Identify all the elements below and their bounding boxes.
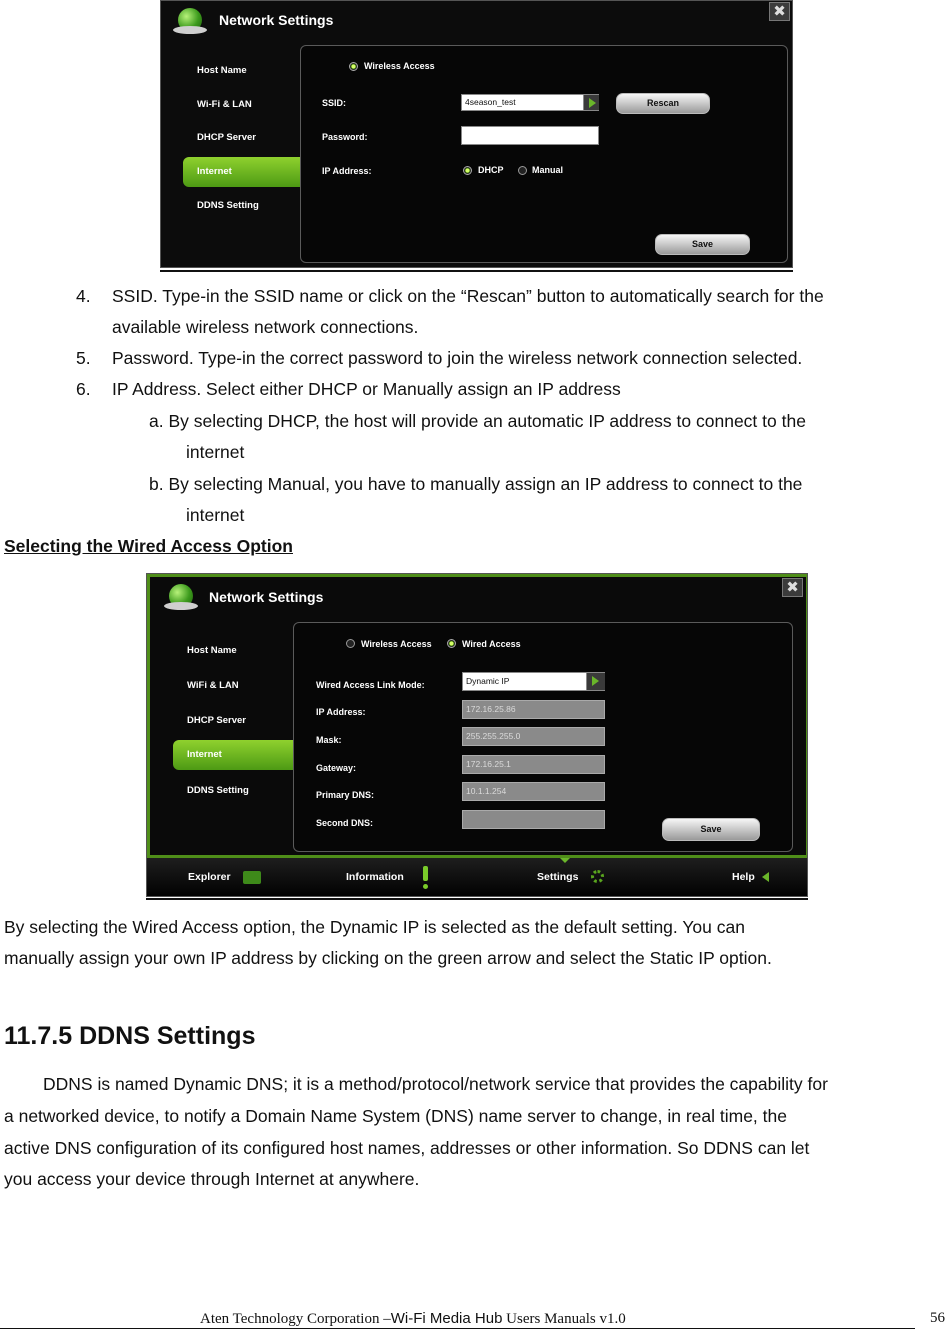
ddns-paragraph-line4: you access your device through Internet at anywhere. (4, 1169, 420, 1189)
primary-dns-label: Primary DNS: (316, 790, 375, 800)
ssid-select[interactable]: 4season_test (461, 94, 599, 111)
ip-address-label: IP Address: (316, 707, 366, 717)
password-input[interactable] (461, 126, 599, 145)
link-mode-select[interactable]: Dynamic IP (462, 672, 605, 691)
screenshot-underline (160, 270, 793, 272)
ssid-dropdown-arrow-icon[interactable] (583, 95, 599, 110)
settings-indicator-icon (560, 858, 570, 863)
step-5-number: 5. (76, 348, 91, 368)
footer-product: Wi-Fi Media Hub (390, 1310, 503, 1327)
network-settings-screenshot-wired (146, 573, 808, 897)
ip-address-label: IP Address: (322, 166, 372, 176)
footer-rule (0, 1328, 915, 1329)
wireless-access-label: Wireless Access (364, 61, 435, 71)
screenshot-underline (146, 898, 808, 900)
wired-paragraph-line1: By selecting the Wired Access option, the Dynamic IP is selected as the default setting. You can (4, 917, 745, 937)
nav-dhcp-server[interactable]: DHCP Server (187, 715, 246, 726)
close-icon[interactable]: ✖ (782, 578, 803, 597)
settings-content-area (300, 45, 788, 263)
bottom-help[interactable]: Help (732, 871, 755, 883)
dhcp-radio[interactable] (463, 166, 472, 175)
save-button[interactable]: Save (655, 234, 750, 255)
wireless-access-radio[interactable] (346, 639, 355, 648)
password-label: Password: (322, 132, 368, 142)
wired-paragraph-line2: manually assign your own IP address by clicking on the green arrow and select the Static IP option. (4, 948, 772, 968)
ssid-label: SSID: (322, 98, 347, 108)
network-settings-screenshot-wireless (160, 0, 793, 268)
wireless-access-radio[interactable] (349, 62, 358, 71)
bottom-information[interactable]: Information (346, 871, 404, 883)
ddns-paragraph-line3: active DNS configuration of its configured host names, addresses or other information. So DDNS can let (4, 1138, 810, 1158)
bottom-explorer[interactable]: Explorer (188, 871, 231, 883)
wired-access-label: Wired Access (462, 639, 521, 649)
link-mode-dropdown-arrow-icon[interactable] (586, 673, 605, 690)
wireless-access-label: Wireless Access (361, 639, 432, 649)
nav-dhcp-server[interactable]: DHCP Server (197, 132, 256, 143)
panel-title: Network Settings (219, 12, 334, 28)
nav-wifi-lan[interactable]: Wi-Fi & LAN (197, 99, 252, 110)
ddns-paragraph-line1: DDNS is named Dynamic DNS; it is a method/protocol/network service that provides the capability for (43, 1074, 828, 1094)
folder-icon (243, 871, 261, 884)
ip-address-field[interactable]: 172.16.25.86 (462, 700, 605, 719)
dhcp-label: DHCP (478, 165, 504, 175)
save-button[interactable]: Save (662, 818, 760, 841)
footer-text (200, 1310, 626, 1328)
nav-host-name[interactable]: Host Name (197, 65, 247, 76)
step-6-number: 6. (76, 379, 91, 399)
step-4-text-cont: available wireless network connections. (112, 317, 419, 337)
second-dns-field[interactable] (462, 810, 605, 829)
link-mode-label: Wired Access Link Mode: (316, 680, 425, 690)
wired-section-heading: Selecting the Wired Access Option (4, 536, 293, 556)
footer-manual: Users Manuals v1.0 (502, 1311, 626, 1327)
nav-host-name[interactable]: Host Name (187, 645, 237, 656)
primary-dns-field[interactable]: 10.1.1.254 (462, 782, 605, 801)
step-5-text: Password. Type-in the correct password to join the wireless network connection selected. (112, 348, 803, 368)
substep-b-cont: internet (186, 505, 245, 525)
substep-a: a. By selecting DHCP, the host will provide an automatic IP address to connect to the (149, 411, 806, 431)
manual-radio[interactable] (518, 166, 527, 175)
gear-icon (591, 870, 604, 883)
nav-internet-label: Internet (197, 166, 232, 177)
nav-ddns-setting[interactable]: DDNS Setting (187, 785, 249, 796)
ddns-paragraph-line2: a networked device, to notify a Domain Name System (DNS) name server to change, in real time, the (4, 1106, 787, 1126)
close-icon[interactable]: ✖ (769, 2, 790, 21)
substep-a-cont: internet (186, 442, 245, 462)
footer-company: Aten Technology Corporation – (200, 1311, 391, 1327)
nav-ddns-setting[interactable]: DDNS Setting (197, 200, 259, 211)
bottom-settings[interactable]: Settings (537, 871, 579, 883)
nav-internet-label: Internet (187, 749, 222, 760)
nav-wifi-lan[interactable]: WiFi & LAN (187, 680, 239, 691)
second-dns-label: Second DNS: (316, 818, 374, 828)
network-globe-icon (178, 8, 202, 32)
nav-internet[interactable] (173, 740, 293, 770)
nav-internet[interactable] (183, 157, 300, 187)
bottom-navigation-bar (147, 858, 808, 897)
settings-content-area (293, 622, 793, 852)
mask-label: Mask: (316, 735, 342, 745)
page-number: 56 (930, 1310, 945, 1326)
gateway-field[interactable]: 172.16.25.1 (462, 755, 605, 774)
exclamation-icon (423, 866, 428, 881)
ddns-section-heading: 11.7.5 DDNS Settings (4, 1022, 256, 1050)
help-arrow-icon (762, 872, 769, 882)
wired-access-radio[interactable] (447, 639, 456, 648)
rescan-button[interactable]: Rescan (616, 93, 710, 114)
substep-b: b. By selecting Manual, you have to manually assign an IP address to connect to the (149, 474, 803, 494)
step-4-number: 4. (76, 286, 91, 306)
step-6-text: IP Address. Select either DHCP or Manually assign an IP address (112, 379, 621, 399)
step-4-text: SSID. Type-in the SSID name or click on the “Rescan” button to automatically search for the (112, 286, 824, 306)
gateway-label: Gateway: (316, 763, 357, 773)
manual-label: Manual (532, 165, 564, 175)
panel-title: Network Settings (209, 589, 324, 605)
network-globe-icon (169, 584, 193, 608)
exclamation-dot-icon (423, 884, 428, 889)
mask-field[interactable]: 255.255.255.0 (462, 727, 605, 746)
